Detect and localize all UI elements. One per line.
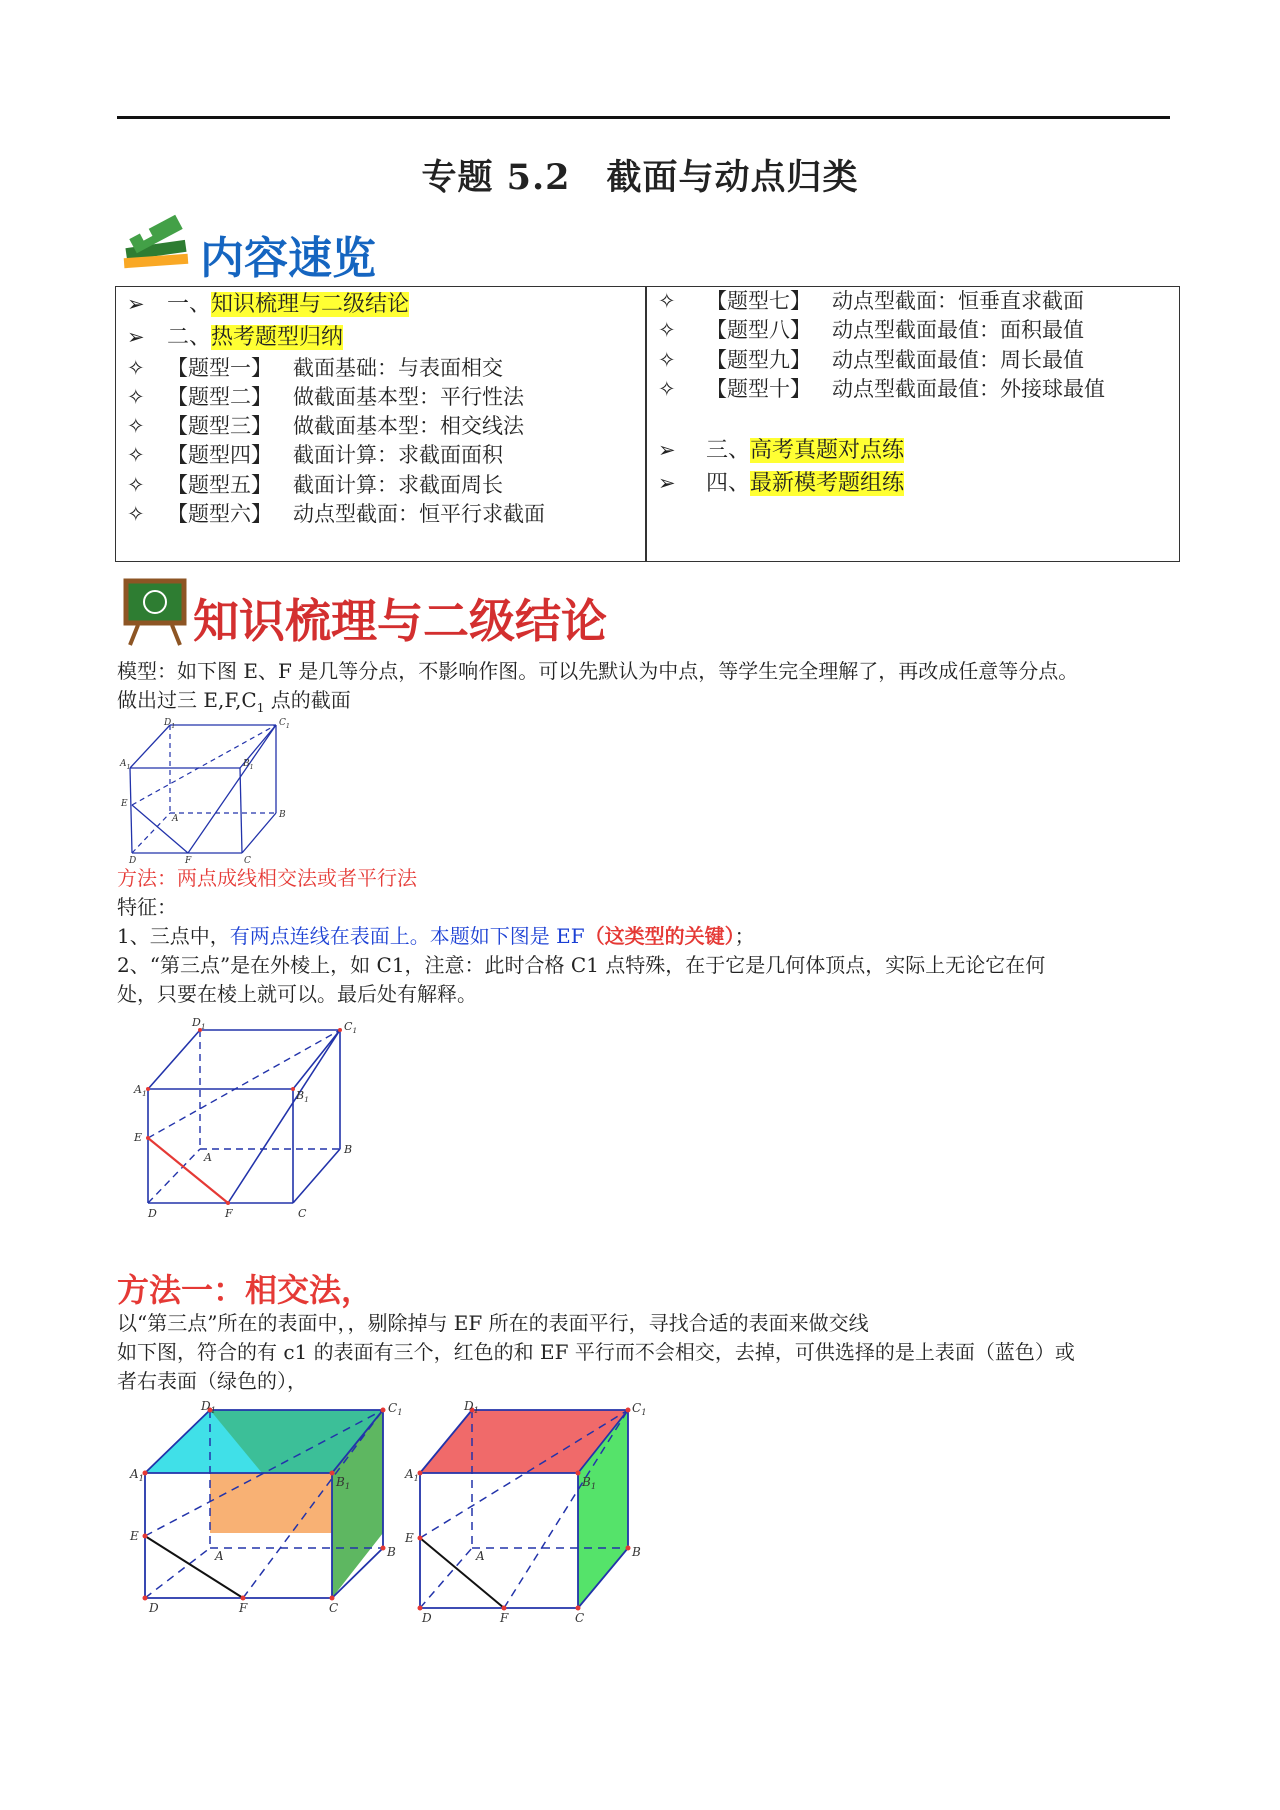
label-C1: $C_1$ xyxy=(388,1401,403,1417)
toc-item[interactable]: ✧ 【题型九】 动点型截面最值：周长最值 xyxy=(658,348,1084,372)
method-one-text: 者右表面（绿色的）， xyxy=(117,1369,307,1393)
label-C: C xyxy=(244,856,251,863)
label-D: D xyxy=(129,856,137,863)
label-B: B xyxy=(632,1545,641,1559)
label-F: F xyxy=(185,856,192,863)
label-A1: $A_1$ xyxy=(130,1467,145,1483)
label-B: B xyxy=(387,1545,396,1559)
label-D1: $D_1$ xyxy=(464,1399,479,1415)
toc-item[interactable]: ✧ 【题型八】 动点型截面最值：面积最值 xyxy=(658,318,1084,342)
toc-item[interactable]: ✧ 【题型六】 动点型截面：恒平行求截面 xyxy=(127,502,545,526)
label-B1: $B_1$ xyxy=(336,1475,351,1491)
cube-figure-3 xyxy=(125,1398,405,1648)
label-C: C xyxy=(329,1601,339,1615)
toc-item[interactable]: ✧ 【题型三】 做截面基本型：相交线法 xyxy=(127,414,524,438)
toc-item[interactable]: ✧ 【题型四】 截面计算：求截面面积 xyxy=(127,443,503,467)
label-E: E xyxy=(134,1131,143,1144)
label-B1: $B_1$ xyxy=(296,1089,309,1104)
toc-item[interactable]: ✧ 【题型一】 截面基础：与表面相交 xyxy=(127,356,503,380)
label-E: E xyxy=(405,1531,414,1545)
label-B: B xyxy=(344,1143,353,1156)
cube-figure-1 xyxy=(118,718,293,863)
chalkboard-icon xyxy=(118,575,193,647)
model-text: 做出过三 $E,F,C_1$ 点的截面 xyxy=(117,688,351,715)
toc-divider xyxy=(645,286,647,562)
toc-item[interactable]: ✧ 【题型二】 做截面基本型：平行性法 xyxy=(127,385,524,409)
toc-item[interactable]: ➢ 一、知识梳理与二级结论 xyxy=(127,292,410,317)
label-B1: $B_1$ xyxy=(582,1475,597,1491)
banner-content-overview: 内容速览 xyxy=(200,233,376,284)
label-C1: $C_1$ xyxy=(279,718,290,730)
toc-item[interactable]: ➢ 四、最新模考题组练 xyxy=(658,471,905,496)
label-D: D xyxy=(148,1207,157,1220)
method-one-heading: 方法一：相交法， xyxy=(117,1271,374,1309)
label-A1: $A_1$ xyxy=(405,1467,420,1483)
toc-item[interactable]: ✧ 【题型十】 动点型截面最值：外接球最值 xyxy=(658,377,1105,401)
label-E: E xyxy=(121,799,128,809)
feature-2-line1: 2、“第三点”是在外棱上，如 C1，注意：此时合格 C1 点特殊，在于它是几何体顶点，实际上无论它在何 xyxy=(117,953,1046,977)
label-C: C xyxy=(575,1611,585,1625)
label-E: E xyxy=(130,1529,139,1543)
books-icon xyxy=(120,212,195,272)
label-A1: $A_1$ xyxy=(120,759,131,771)
toc-item[interactable]: ✧ 【题型七】 动点型截面：恒垂直求截面 xyxy=(658,289,1084,313)
feature-heading: 特征： xyxy=(117,895,177,919)
label-B: B xyxy=(279,810,286,820)
cube-figure-2 xyxy=(130,1013,360,1223)
cube-figure-4 xyxy=(400,1398,660,1658)
label-C1: $C_1$ xyxy=(632,1401,647,1417)
label-C: C xyxy=(298,1207,307,1220)
label-C1: $C_1$ xyxy=(344,1020,358,1035)
label-A: A xyxy=(172,814,179,824)
toc-item[interactable]: ➢ 三、高考真题对点练 xyxy=(658,438,905,463)
label-A: A xyxy=(204,1151,212,1164)
label-D1: $D_1$ xyxy=(164,718,176,730)
model-text: 模型：如下图 E、F 是几等分点，不影响作图。可以先默认为中点，等学生完全理解了，再改成任意等分点。 xyxy=(117,659,1079,683)
toc-item[interactable]: ✧ 【题型五】 截面计算：求截面周长 xyxy=(127,473,503,497)
feature-2-line2: 处，只要在棱上就可以。最后处有解释。 xyxy=(117,982,477,1006)
label-A1: $A_1$ xyxy=(134,1083,147,1098)
label-D: D xyxy=(422,1611,432,1625)
method-text: 方法：两点成线相交法或者平行法 xyxy=(117,866,417,890)
label-F: F xyxy=(225,1207,233,1220)
label-A: A xyxy=(215,1549,224,1563)
label-B1: $B_1$ xyxy=(243,759,254,771)
label-D: D xyxy=(149,1601,159,1615)
page-title: 专题 5.2 截面与动点归类 xyxy=(421,157,859,198)
label-F: F xyxy=(500,1611,509,1625)
toc-item[interactable]: ➢ 二、热考题型归纳 xyxy=(127,325,344,350)
label-A: A xyxy=(476,1549,485,1563)
label-D1: $D_1$ xyxy=(201,1399,216,1415)
method-one-text: 如下图，符合的有 c1 的表面有三个，红色的和 EF 平行而不会相交，去掉，可供选择的是上表面（蓝色）或 xyxy=(117,1340,1075,1364)
top-rule xyxy=(117,116,1170,119)
label-F: F xyxy=(239,1601,248,1615)
banner-knowledge: 知识梳理与二级结论 xyxy=(193,594,607,648)
method-one-text: 以“第三点”所在的表面中，，剔除掉与 EF 所在的表面平行，寻找合适的表面来做交线 xyxy=(117,1311,869,1335)
feature-1: 1、三点中，有两点连线在表面上。本题如下图是 EF（这类型的关键）； xyxy=(117,924,755,948)
label-D1: $D_1$ xyxy=(192,1016,206,1031)
